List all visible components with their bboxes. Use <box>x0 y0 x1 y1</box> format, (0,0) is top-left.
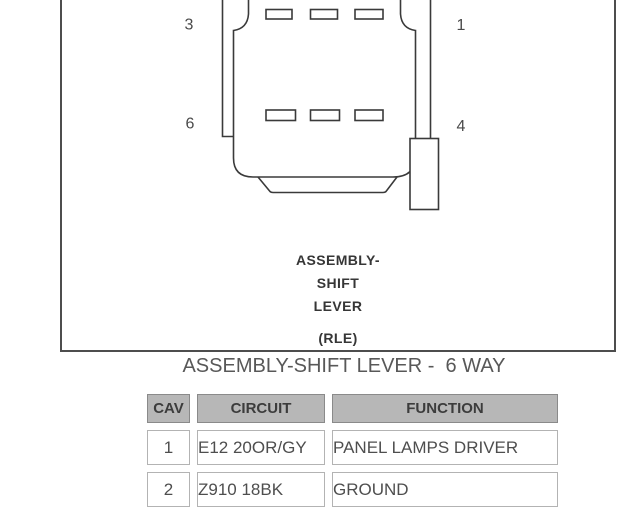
terminal-cavity <box>355 10 383 20</box>
connector-keyway <box>258 177 397 193</box>
table-row <box>147 430 558 465</box>
terminal-cavity <box>311 110 340 121</box>
connector-diagram <box>180 0 470 215</box>
column-header-function: FUNCTION <box>332 394 558 423</box>
pin-label-6: 6 <box>185 115 195 133</box>
circuit-value: Z910 18BK <box>197 472 325 507</box>
pin-label-4: 4 <box>456 118 466 135</box>
pinout-table <box>140 387 565 514</box>
connector-caption <box>60 249 616 350</box>
connector-lock-tab <box>410 139 439 210</box>
terminal-cavity <box>311 10 338 20</box>
column-header-cav: CAV <box>147 394 190 423</box>
terminal-cavity <box>266 110 296 121</box>
connector-outer-left-line <box>223 0 234 137</box>
caption-line: ASSEMBLY- <box>296 252 380 268</box>
pin-label-1: 1 <box>456 17 466 34</box>
column-header-circuit: CIRCUIT <box>197 394 325 423</box>
table-row <box>147 472 558 507</box>
terminal-cavity <box>266 10 292 20</box>
terminal-cavity <box>355 110 383 121</box>
caption-line: SHIFT <box>316 274 360 291</box>
circuit-value: E12 20OR/GY <box>197 430 325 465</box>
caption-line: (RLE) <box>318 330 358 347</box>
caption-line: LEVER <box>313 297 363 314</box>
function-value: GROUND <box>332 472 558 507</box>
connector-body-outline <box>234 0 416 177</box>
cav-value: 1 <box>147 430 190 465</box>
page-title: ASSEMBLY-SHIFT LEVER - 6 WAY <box>182 355 506 377</box>
cav-value: 2 <box>147 472 190 507</box>
table-header-row <box>147 394 558 423</box>
function-value: PANEL LAMPS DRIVER <box>332 430 558 465</box>
pin-label-3: 3 <box>184 16 194 34</box>
